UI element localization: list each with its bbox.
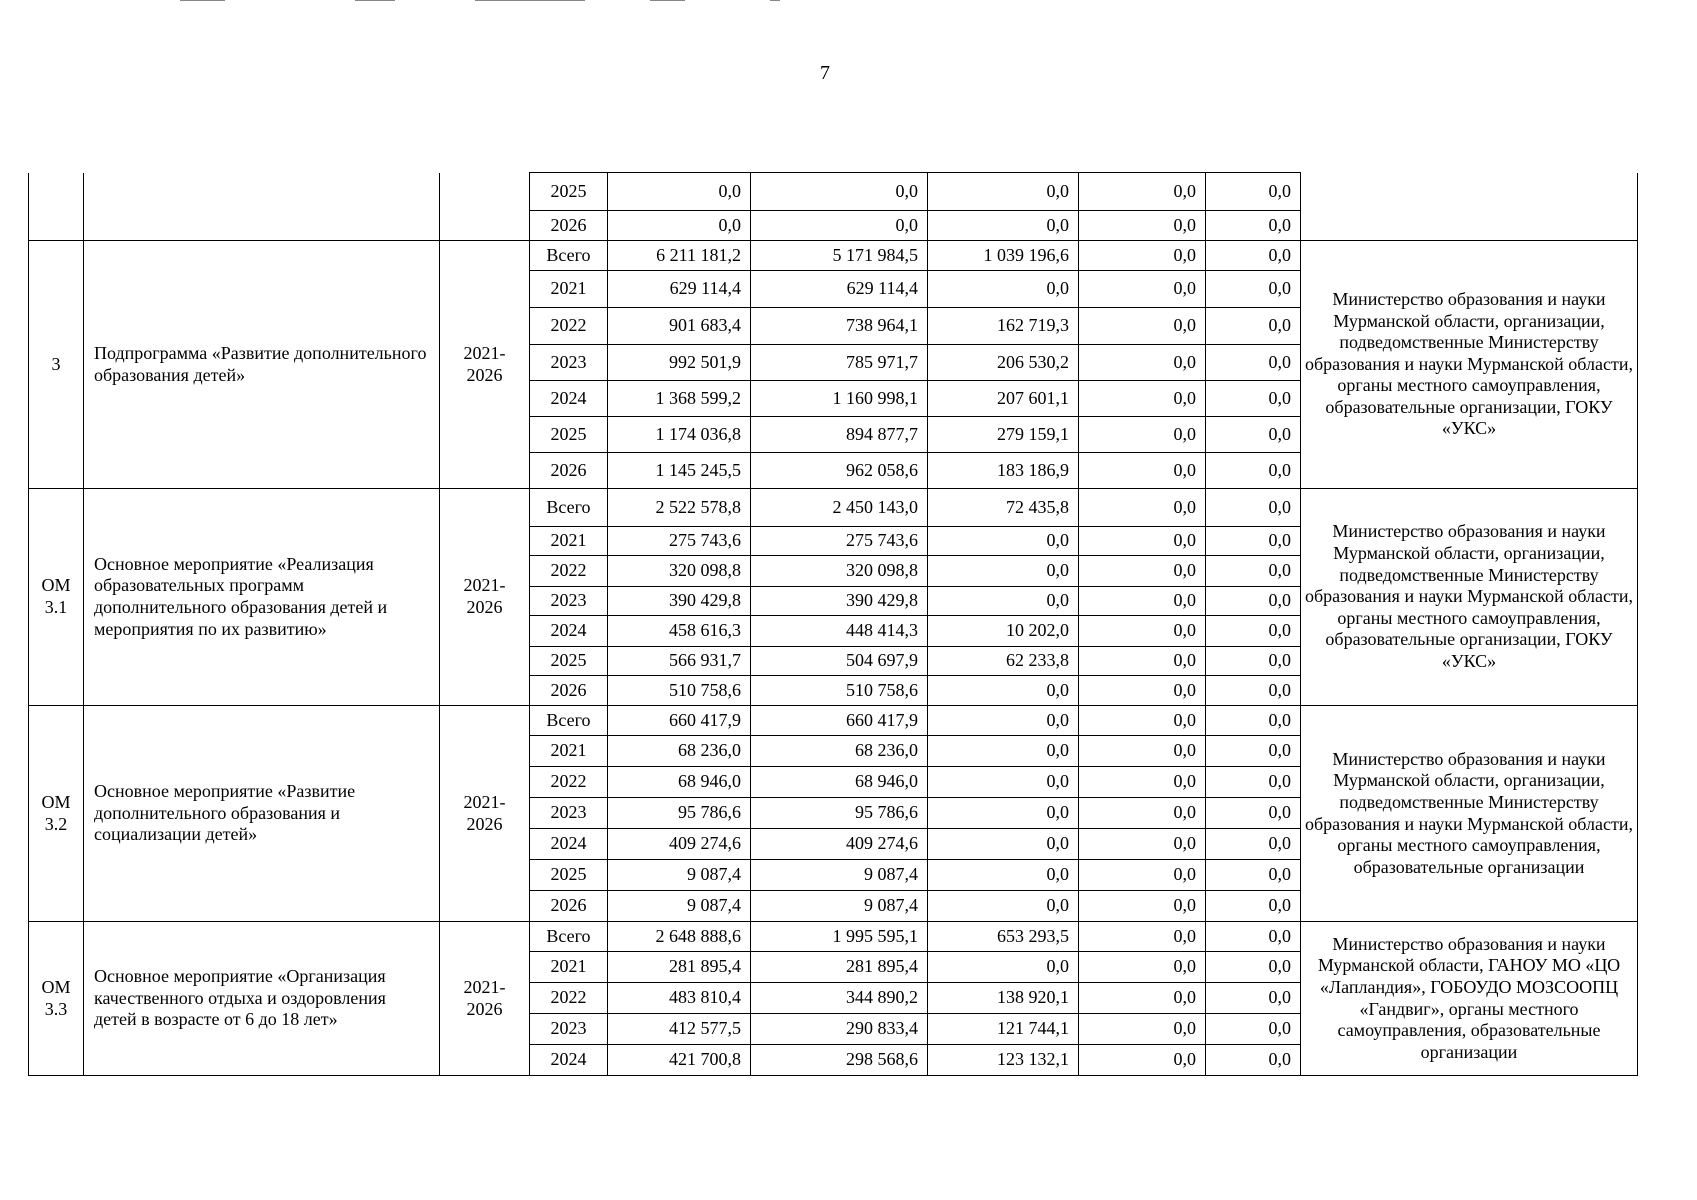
year-cell: Всего	[530, 241, 608, 271]
regional-budget-cell: 409 274,6	[751, 829, 928, 860]
total-cell: 660 417,9	[608, 706, 751, 736]
total-cell: 9 087,4	[608, 860, 751, 891]
extra-budget-cell: 0,0	[1206, 616, 1301, 647]
year-cell: 2025	[530, 417, 608, 453]
federal-budget-cell: 0,0	[928, 952, 1079, 983]
regional-budget-cell: 9 087,4	[751, 891, 928, 922]
year-cell: 2021	[530, 952, 608, 983]
federal-budget-cell: 0,0	[928, 271, 1079, 308]
year-cell: 2024	[530, 616, 608, 647]
extra-budget-cell: 0,0	[1206, 453, 1301, 489]
regional-budget-cell: 1 160 998,1	[751, 381, 928, 417]
code-cell	[29, 173, 84, 241]
total-cell: 68 236,0	[608, 736, 751, 767]
federal-budget-cell: 138 920,1	[928, 983, 1079, 1014]
local-budget-cell: 0,0	[1079, 706, 1206, 736]
extra-budget-cell: 0,0	[1206, 922, 1301, 952]
page-number: 7	[820, 62, 830, 84]
federal-budget-cell: 0,0	[928, 706, 1079, 736]
extra-budget-cell: 0,0	[1206, 417, 1301, 453]
total-cell: 1 174 036,8	[608, 417, 751, 453]
federal-budget-cell: 0,0	[928, 891, 1079, 922]
year-cell: Всего	[530, 922, 608, 952]
total-cell: 390 429,8	[608, 587, 751, 616]
local-budget-cell: 0,0	[1079, 829, 1206, 860]
year-cell: 2026	[530, 453, 608, 489]
regional-budget-cell: 68 236,0	[751, 736, 928, 767]
year-cell: 2024	[530, 829, 608, 860]
local-budget-cell: 0,0	[1079, 676, 1206, 706]
extra-budget-cell: 0,0	[1206, 271, 1301, 308]
federal-budget-cell: 162 719,3	[928, 308, 1079, 345]
extra-budget-cell: 0,0	[1206, 489, 1301, 527]
scan-specks	[180, 0, 880, 3]
federal-budget-cell: 0,0	[928, 556, 1079, 587]
total-cell: 275 743,6	[608, 527, 751, 556]
year-cell: 2026	[530, 676, 608, 706]
local-budget-cell: 0,0	[1079, 798, 1206, 829]
year-cell: 2025	[530, 173, 608, 211]
federal-budget-cell: 0,0	[928, 736, 1079, 767]
year-cell: 2022	[530, 983, 608, 1014]
total-cell: 483 810,4	[608, 983, 751, 1014]
total-cell: 95 786,6	[608, 798, 751, 829]
extra-budget-cell: 0,0	[1206, 211, 1301, 241]
total-cell: 510 758,6	[608, 676, 751, 706]
executor-cell	[1301, 173, 1638, 241]
extra-budget-cell: 0,0	[1206, 736, 1301, 767]
total-cell: 566 931,7	[608, 647, 751, 676]
year-cell: 2023	[530, 345, 608, 381]
year-cell: 2023	[530, 1014, 608, 1045]
local-budget-cell: 0,0	[1079, 453, 1206, 489]
year-cell: Всего	[530, 706, 608, 736]
total-cell: 901 683,4	[608, 308, 751, 345]
regional-budget-cell: 629 114,4	[751, 271, 928, 308]
total-cell: 6 211 181,2	[608, 241, 751, 271]
regional-budget-cell: 275 743,6	[751, 527, 928, 556]
local-budget-cell: 0,0	[1079, 308, 1206, 345]
local-budget-cell: 0,0	[1079, 983, 1206, 1014]
group-name-cell: Основное мероприятие «Развитие дополнительного образования и социализации детей»	[84, 706, 440, 922]
local-budget-cell: 0,0	[1079, 345, 1206, 381]
group-executor-cell: Министерство образования и науки Мурманской области, ГАНОУ МО «ЦО «Лапландия», ГОБОУДО МОЗСООПЦ «Гандвиг», органы местного самоуправления, образовательные организации	[1301, 922, 1638, 1076]
federal-budget-cell: 1 039 196,6	[928, 241, 1079, 271]
extra-budget-cell: 0,0	[1206, 647, 1301, 676]
total-cell: 68 946,0	[608, 767, 751, 798]
regional-budget-cell: 344 890,2	[751, 983, 928, 1014]
extra-budget-cell: 0,0	[1206, 556, 1301, 587]
regional-budget-cell: 68 946,0	[751, 767, 928, 798]
local-budget-cell: 0,0	[1079, 860, 1206, 891]
total-cell: 629 114,4	[608, 271, 751, 308]
local-budget-cell: 0,0	[1079, 891, 1206, 922]
federal-budget-cell: 121 744,1	[928, 1014, 1079, 1045]
federal-budget-cell: 0,0	[928, 173, 1079, 211]
local-budget-cell: 0,0	[1079, 647, 1206, 676]
extra-budget-cell: 0,0	[1206, 952, 1301, 983]
regional-budget-cell: 785 971,7	[751, 345, 928, 381]
year-cell: 2023	[530, 587, 608, 616]
extra-budget-cell: 0,0	[1206, 798, 1301, 829]
group-executor-cell: Министерство образования и науки Мурманской области, организации, подведомственные Министерству образования и науки Мурманской области, органы местного самоуправления, образовательные организации	[1301, 706, 1638, 922]
year-cell: 2021	[530, 527, 608, 556]
regional-budget-cell: 320 098,8	[751, 556, 928, 587]
regional-budget-cell: 9 087,4	[751, 860, 928, 891]
regional-budget-cell: 504 697,9	[751, 647, 928, 676]
total-cell: 1 368 599,2	[608, 381, 751, 417]
year-cell: 2024	[530, 1045, 608, 1076]
regional-budget-cell: 1 995 595,1	[751, 922, 928, 952]
federal-budget-cell: 0,0	[928, 587, 1079, 616]
table-row	[29, 706, 1638, 736]
total-cell: 1 145 245,5	[608, 453, 751, 489]
regional-budget-cell: 0,0	[751, 173, 928, 211]
regional-budget-cell: 5 171 984,5	[751, 241, 928, 271]
regional-budget-cell: 962 058,6	[751, 453, 928, 489]
total-cell: 458 616,3	[608, 616, 751, 647]
federal-budget-cell: 0,0	[928, 860, 1079, 891]
total-cell: 2 522 578,8	[608, 489, 751, 527]
regional-budget-cell: 0,0	[751, 211, 928, 241]
table-row	[29, 241, 1638, 271]
extra-budget-cell: 0,0	[1206, 676, 1301, 706]
extra-budget-cell: 0,0	[1206, 587, 1301, 616]
extra-budget-cell: 0,0	[1206, 891, 1301, 922]
group-code-cell: ОМ 3.3	[29, 922, 84, 1076]
federal-budget-cell: 0,0	[928, 676, 1079, 706]
local-budget-cell: 0,0	[1079, 1045, 1206, 1076]
federal-budget-cell: 207 601,1	[928, 381, 1079, 417]
regional-budget-cell: 738 964,1	[751, 308, 928, 345]
year-cell: 2026	[530, 891, 608, 922]
extra-budget-cell: 0,0	[1206, 527, 1301, 556]
total-cell: 9 087,4	[608, 891, 751, 922]
extra-budget-cell: 0,0	[1206, 345, 1301, 381]
group-name-cell: Основное мероприятие «Реализация образовательных программ дополнительного образования детей и мероприятия по их развитию»	[84, 489, 440, 706]
group-executor-cell: Министерство образования и науки Мурманской области, организации, подведомственные Министерству образования и науки Мурманской области, органы местного самоуправления, образовательные организации, ГОКУ «УКС»	[1301, 489, 1638, 706]
group-period-cell: 2021-2026	[440, 489, 530, 706]
federal-budget-cell: 123 132,1	[928, 1045, 1079, 1076]
table-row	[29, 489, 1638, 527]
local-budget-cell: 0,0	[1079, 241, 1206, 271]
local-budget-cell: 0,0	[1079, 952, 1206, 983]
extra-budget-cell: 0,0	[1206, 706, 1301, 736]
year-cell: 2023	[530, 798, 608, 829]
total-cell: 992 501,9	[608, 345, 751, 381]
group-code-cell: 3	[29, 241, 84, 489]
extra-budget-cell: 0,0	[1206, 381, 1301, 417]
extra-budget-cell: 0,0	[1206, 829, 1301, 860]
period-cell	[440, 173, 530, 241]
extra-budget-cell: 0,0	[1206, 241, 1301, 271]
local-budget-cell: 0,0	[1079, 556, 1206, 587]
local-budget-cell: 0,0	[1079, 1014, 1206, 1045]
group-name-cell: Подпрограмма «Развитие дополнительного образования детей»	[84, 241, 440, 489]
federal-budget-cell: 183 186,9	[928, 453, 1079, 489]
year-cell: 2021	[530, 736, 608, 767]
regional-budget-cell: 390 429,8	[751, 587, 928, 616]
federal-budget-cell: 206 530,2	[928, 345, 1079, 381]
local-budget-cell: 0,0	[1079, 736, 1206, 767]
extra-budget-cell: 0,0	[1206, 173, 1301, 211]
federal-budget-cell: 0,0	[928, 798, 1079, 829]
year-cell: 2021	[530, 271, 608, 308]
local-budget-cell: 0,0	[1079, 271, 1206, 308]
group-code-cell: ОМ 3.1	[29, 489, 84, 706]
extra-budget-cell: 0,0	[1206, 1014, 1301, 1045]
regional-budget-cell: 298 568,6	[751, 1045, 928, 1076]
total-cell: 320 098,8	[608, 556, 751, 587]
federal-budget-cell: 279 159,1	[928, 417, 1079, 453]
year-cell: 2022	[530, 308, 608, 345]
local-budget-cell: 0,0	[1079, 767, 1206, 798]
local-budget-cell: 0,0	[1079, 381, 1206, 417]
local-budget-cell: 0,0	[1079, 489, 1206, 527]
group-period-cell: 2021-2026	[440, 241, 530, 489]
federal-budget-cell: 0,0	[928, 527, 1079, 556]
group-period-cell: 2021-2026	[440, 922, 530, 1076]
regional-budget-cell: 2 450 143,0	[751, 489, 928, 527]
regional-budget-cell: 281 895,4	[751, 952, 928, 983]
total-cell: 0,0	[608, 211, 751, 241]
local-budget-cell: 0,0	[1079, 527, 1206, 556]
budget-table	[28, 172, 1638, 1076]
extra-budget-cell: 0,0	[1206, 1045, 1301, 1076]
local-budget-cell: 0,0	[1079, 211, 1206, 241]
year-cell: 2025	[530, 647, 608, 676]
local-budget-cell: 0,0	[1079, 616, 1206, 647]
regional-budget-cell: 290 833,4	[751, 1014, 928, 1045]
group-name-cell: Основное мероприятие «Организация качественного отдыха и оздоровления детей в возрасте от 6 до 18 лет»	[84, 922, 440, 1076]
total-cell: 409 274,6	[608, 829, 751, 860]
table-row	[29, 922, 1638, 952]
local-budget-cell: 0,0	[1079, 922, 1206, 952]
year-cell: 2025	[530, 860, 608, 891]
local-budget-cell: 0,0	[1079, 587, 1206, 616]
federal-budget-cell: 10 202,0	[928, 616, 1079, 647]
regional-budget-cell: 448 414,3	[751, 616, 928, 647]
regional-budget-cell: 95 786,6	[751, 798, 928, 829]
federal-budget-cell: 0,0	[928, 829, 1079, 860]
total-cell: 281 895,4	[608, 952, 751, 983]
group-executor-cell: Министерство образования и науки Мурманской области, организации, подведомственные Министерству образования и науки Мурманской области, органы местного самоуправления, образовательные организации, ГОКУ «УКС»	[1301, 241, 1638, 489]
total-cell: 2 648 888,6	[608, 922, 751, 952]
federal-budget-cell: 62 233,8	[928, 647, 1079, 676]
local-budget-cell: 0,0	[1079, 173, 1206, 211]
regional-budget-cell: 660 417,9	[751, 706, 928, 736]
local-budget-cell: 0,0	[1079, 417, 1206, 453]
federal-budget-cell: 653 293,5	[928, 922, 1079, 952]
extra-budget-cell: 0,0	[1206, 860, 1301, 891]
federal-budget-cell: 0,0	[928, 767, 1079, 798]
total-cell: 412 577,5	[608, 1014, 751, 1045]
year-cell: 2026	[530, 211, 608, 241]
extra-budget-cell: 0,0	[1206, 767, 1301, 798]
year-cell: 2024	[530, 381, 608, 417]
table-row	[29, 173, 1638, 211]
year-cell: Всего	[530, 489, 608, 527]
total-cell: 0,0	[608, 173, 751, 211]
extra-budget-cell: 0,0	[1206, 983, 1301, 1014]
group-period-cell: 2021-2026	[440, 706, 530, 922]
year-cell: 2022	[530, 556, 608, 587]
total-cell: 421 700,8	[608, 1045, 751, 1076]
regional-budget-cell: 894 877,7	[751, 417, 928, 453]
group-code-cell: ОМ 3.2	[29, 706, 84, 922]
federal-budget-cell: 72 435,8	[928, 489, 1079, 527]
extra-budget-cell: 0,0	[1206, 308, 1301, 345]
federal-budget-cell: 0,0	[928, 211, 1079, 241]
name-cell	[84, 173, 440, 241]
year-cell: 2022	[530, 767, 608, 798]
regional-budget-cell: 510 758,6	[751, 676, 928, 706]
